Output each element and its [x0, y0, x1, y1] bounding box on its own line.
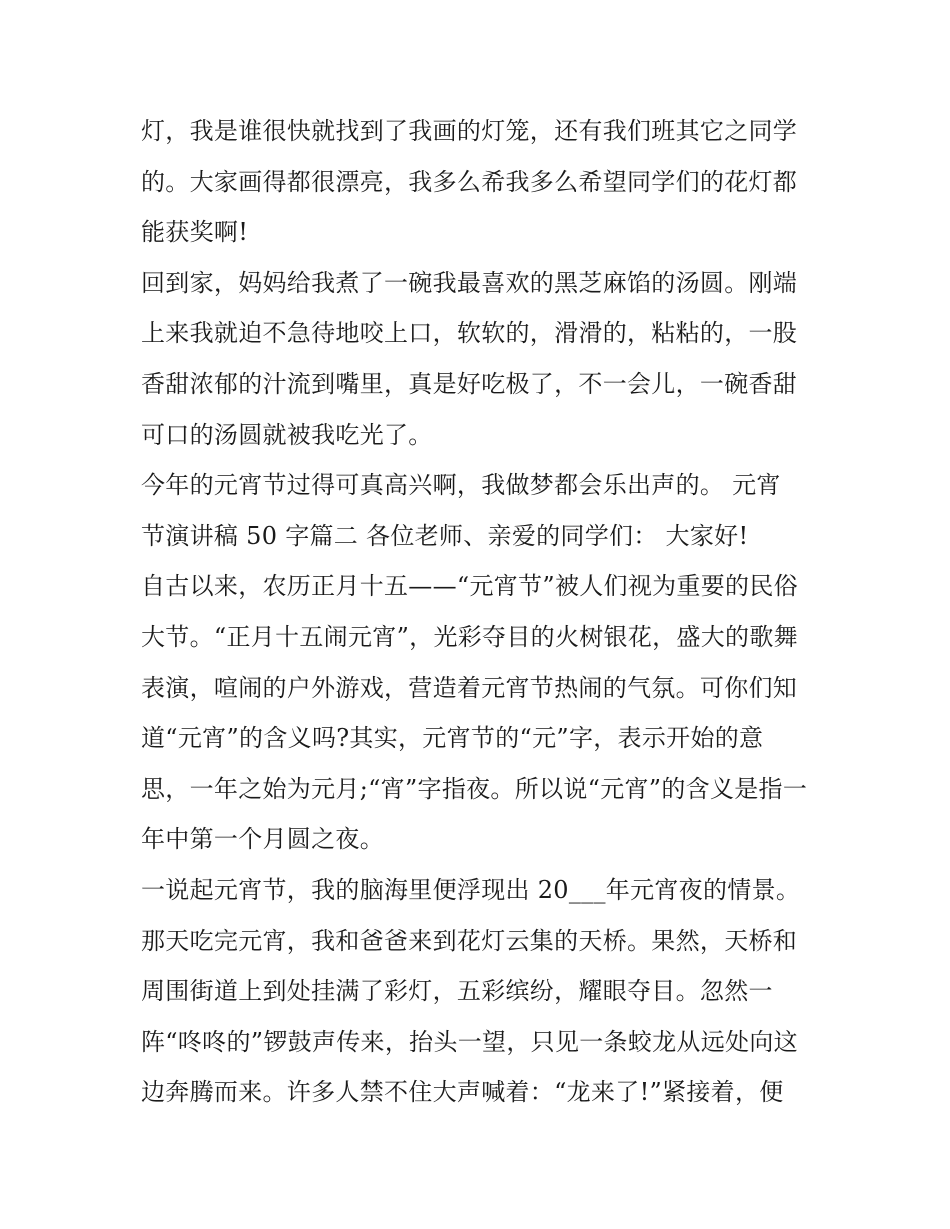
- text-line: 大节。“正月十五闹元宵”，光彩夺目的火树银花，盛大的歌舞: [141, 622, 798, 651]
- text-line: 自古以来，农历正月十五——“元宵节”被人们视为重要的民俗: [141, 572, 798, 601]
- text-line: 回到家，妈妈给我煮了一碗我最喜欢的黑芝麻馅的汤圆。刚端: [141, 268, 798, 297]
- text-line: 的。大家画得都很漂亮，我多么希我多么希望同学们的花灯都: [141, 167, 798, 196]
- text-line: 年中第一个月圆之夜。: [141, 825, 384, 854]
- text-line: 那天吃完元宵，我和爸爸来到花灯云集的天桥。果然，天桥和: [141, 926, 798, 955]
- text-line: 周围街道上到处挂满了彩灯，五彩缤纷，耀眼夺目。忽然一: [141, 977, 773, 1006]
- text-line: 香甜浓郁的汁流到嘴里，真是好吃极了，不一会儿，一碗香甜: [141, 369, 798, 398]
- text-line: 能获奖啊!: [141, 218, 249, 247]
- text-line: 节演讲稿 50 字篇二 各位老师、亲爱的同学们： 大家好!: [141, 521, 749, 550]
- text-line: 阵“咚咚的”锣鼓声传来，抬头一望，只见一条蛟龙从远处向这: [141, 1027, 798, 1056]
- text-line: 一说起元宵节，我的脑海里便浮现出 20___年元宵夜的情景。: [141, 875, 801, 904]
- text-line: 道“元宵”的含义吗?其实，元宵节的“元”字，表示开始的意: [141, 724, 764, 753]
- text-line: 边奔腾而来。许多人禁不住大声喊着：“龙来了!”紧接着，便: [141, 1078, 784, 1107]
- text-line: 灯，我是谁很快就找到了我画的灯笼，还有我们班其它之同学: [141, 117, 798, 145]
- text-line: 思，一年之始为元月;“宵”字指夜。所以说“元宵”的含义是指一: [141, 774, 808, 803]
- text-line: 今年的元宵节过得可真高兴啊，我做梦都会乐出声的。 元宵: [141, 471, 781, 500]
- text-line: 上来我就迫不急待地咬上口，软软的，滑滑的，粘粘的，一股: [141, 319, 798, 348]
- body-text: [141, 106, 821, 1118]
- text-line: 表演，喧闹的户外游戏，营造着元宵节热闹的气氛。可你们知: [141, 673, 798, 702]
- text-line: 可口的汤圆就被我吃光了。: [141, 420, 433, 449]
